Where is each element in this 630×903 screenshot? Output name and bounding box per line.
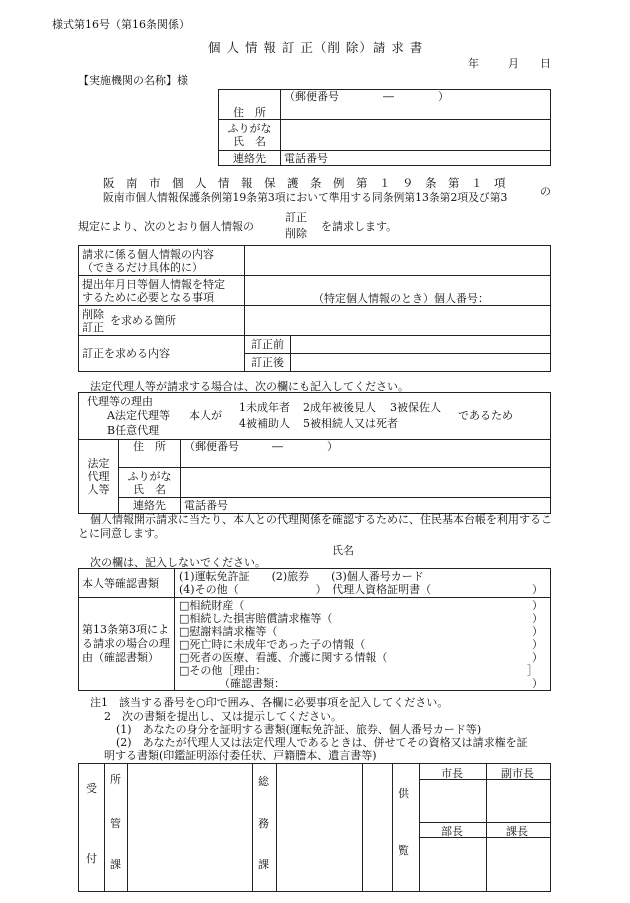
stamp-sho: 所 bbox=[110, 773, 121, 786]
date-month: 月 bbox=[508, 57, 519, 70]
reason-chk3[interactable]: □慰謝料請求権等（ bbox=[179, 625, 278, 638]
recipient: 【実施機関の名称】様 bbox=[78, 74, 188, 87]
agent-opt1[interactable]: 1未成年者 bbox=[239, 401, 290, 414]
reason-chk6[interactable]: □その他［理由： bbox=[179, 664, 267, 677]
reason-close7: ） bbox=[532, 677, 543, 690]
correction-content-label: 訂正を求める内容 bbox=[79, 336, 245, 372]
agent-reason-title: 代理等の理由 bbox=[87, 395, 153, 408]
reason-chk1[interactable]: □相続財産（ bbox=[179, 599, 245, 612]
stamp-ran: 覧 bbox=[398, 844, 409, 857]
id-doc-cell bbox=[175, 569, 551, 598]
agent-furigana-name-label bbox=[119, 468, 181, 498]
reason-close2: ） bbox=[532, 612, 543, 625]
reason-chk2[interactable]: □相続した損害賠償請求権等（ bbox=[179, 612, 333, 625]
agent-honnin: 本人が bbox=[189, 409, 222, 422]
content-field[interactable] bbox=[245, 246, 551, 276]
furigana-name-label bbox=[219, 120, 281, 151]
agent-contact-label: 連絡先 bbox=[119, 498, 181, 514]
request-table bbox=[78, 245, 551, 372]
after-label: 訂正後 bbox=[245, 354, 291, 372]
stamp-ka2: 課 bbox=[258, 858, 269, 871]
stamp-section-head: 課長 bbox=[506, 825, 528, 838]
delete-option[interactable]: 削除 bbox=[285, 227, 307, 240]
agent-name-label: 氏 名 bbox=[133, 482, 166, 496]
name-field[interactable] bbox=[281, 120, 551, 151]
office-table bbox=[78, 568, 551, 691]
reason-close4: ） bbox=[532, 638, 543, 651]
agent-reason-cell bbox=[79, 393, 551, 440]
before-field[interactable] bbox=[291, 336, 551, 354]
agent-table bbox=[78, 392, 551, 514]
stamp-vice-mayor: 副市長 bbox=[501, 767, 534, 780]
identify-field[interactable]: （特定個人情報のとき）個人番号： bbox=[245, 276, 551, 306]
note-2-2b: 明する書類(印鑑証明添付委任状、戸籍謄本、遺言書等) bbox=[104, 749, 377, 762]
location-field[interactable] bbox=[245, 306, 551, 336]
identify-label: 提出年月日等個人情報を特定 するために必要となる事項 bbox=[79, 276, 245, 306]
reason-close5: ） bbox=[532, 651, 543, 664]
agent-name-field[interactable] bbox=[181, 468, 551, 498]
note-2-1: (1) あなたの身分を証明する書類(運転免許証、旅券、個人番号カード等) bbox=[116, 723, 482, 736]
stamp-ka1: 課 bbox=[110, 858, 121, 871]
statement-line3-post: を請求します。 bbox=[321, 220, 398, 233]
stamp-kyo: 供 bbox=[398, 787, 409, 800]
stamp-mu: 務 bbox=[258, 817, 269, 830]
reason-cell bbox=[175, 598, 551, 691]
stamp-area bbox=[78, 763, 551, 892]
reason-chk4[interactable]: □死亡時に未成年であった子の情報（ bbox=[179, 638, 366, 651]
stamp-mayor: 市長 bbox=[441, 767, 463, 780]
id-doc-label: 本人等確認書類 bbox=[79, 569, 175, 598]
agent-opt2[interactable]: 2成年被後見人 bbox=[303, 401, 376, 414]
stamp-uke: 受 bbox=[86, 782, 97, 795]
delete-word: 削除 bbox=[82, 307, 104, 321]
agent-opt4[interactable]: 4被補助人 bbox=[239, 417, 290, 430]
id-doc-line1[interactable]: (1)運転免許証 (2)旅券 (3)個人番号カード bbox=[179, 570, 424, 583]
consent-text: 個人情報開示請求に当たり、本人との代理関係を確認するために、住民基本台帳を利用することに同意します。 bbox=[78, 513, 552, 540]
reason-close1: ） bbox=[532, 599, 543, 612]
reason-close6: ］ bbox=[527, 664, 538, 677]
location-suffix: を求める箇所 bbox=[110, 314, 176, 327]
reason-chk5[interactable]: □死者の医療、看護、介護に関する情報（ bbox=[179, 651, 388, 664]
agent-opt5[interactable]: 5被相続人又は死者 bbox=[303, 417, 398, 430]
consent-name-label: 氏名 bbox=[332, 544, 354, 557]
note-2-2a: (2) あなたが代理人又は法定代理人であるときは、併せてその資格又は請求権を証 bbox=[116, 736, 528, 749]
content-label: 請求に係る個人情報の内容 （できるだけ具体的に） bbox=[79, 246, 245, 276]
location-label bbox=[79, 306, 245, 336]
before-label: 訂正前 bbox=[245, 336, 291, 354]
furigana-label: ふりがな bbox=[227, 122, 272, 135]
agent-contact-field[interactable]: 電話番号 bbox=[181, 498, 551, 514]
date-year: 年 bbox=[468, 57, 479, 70]
form-number: 様式第16号（第16条関係） bbox=[52, 18, 190, 31]
correct-option[interactable]: 訂正 bbox=[285, 211, 307, 224]
after-field[interactable] bbox=[291, 354, 551, 372]
applicant-table bbox=[218, 89, 551, 166]
contact-label: 連絡先 bbox=[219, 151, 281, 166]
reason-chk7[interactable]: （確認書類： bbox=[219, 677, 285, 690]
note-2: 2 次の書類を提出し、又は提示してください。 bbox=[104, 710, 342, 723]
statement-suffix: の bbox=[540, 185, 551, 198]
address-label: 住 所 bbox=[219, 90, 281, 120]
stamp-kan: 管 bbox=[110, 817, 121, 830]
note-1: 注1 該当する番号を○印で囲み、各欄に必要事項を記入してください。 bbox=[90, 696, 449, 709]
correct-word: 訂正 bbox=[82, 320, 104, 334]
agent-option-b[interactable]: B任意代理 bbox=[107, 424, 160, 437]
office-note: 次の欄は、記入しないでください。 bbox=[90, 556, 266, 569]
name-label: 氏 名 bbox=[233, 135, 266, 148]
page-title: 個 人 情 報 訂 正（削 除）請 求 書 bbox=[208, 40, 424, 55]
stamp-dept-head: 部長 bbox=[441, 825, 463, 838]
reason-close3: ） bbox=[532, 625, 543, 638]
agent-furigana-label: ふりがな bbox=[127, 469, 172, 483]
id-doc-line2[interactable]: (4)その他（ ） 代理人資格証明書（ bbox=[179, 583, 432, 596]
agent-option-a[interactable]: A法定代理等 bbox=[107, 409, 170, 422]
stamp-tsuke: 付 bbox=[86, 852, 97, 865]
date-day: 日 bbox=[540, 57, 551, 70]
agent-address-label: 住 所 bbox=[119, 440, 181, 468]
agent-side-label: 法定 代理 人等 bbox=[79, 440, 119, 514]
statement-line3-pre: 規定により、次のとおり個人情報の bbox=[78, 220, 254, 233]
agent-opt3[interactable]: 3被保佐人 bbox=[390, 401, 441, 414]
address-field[interactable]: （郵便番号 ― ） bbox=[281, 90, 551, 120]
agent-tame: であるため bbox=[458, 409, 513, 422]
statement-line1: 阪 南 市 個 人 情 報 保 護 条 例 第 １ ９ 条 第 １ 項 bbox=[103, 176, 506, 190]
statement-line2: 阪南市個人情報保護条例第19条第3項において準用する同条例第13条第2項及び第3 bbox=[103, 191, 508, 204]
agent-note: 法定代理人等が請求する場合は、次の欄にも記入してください。 bbox=[90, 380, 409, 393]
agent-address-field[interactable]: （郵便番号 ― ） bbox=[181, 440, 551, 468]
contact-field[interactable]: 電話番号 bbox=[281, 151, 551, 166]
id-doc-close: ） bbox=[532, 583, 543, 596]
reason-label: 第13条第3項による請求の場合の理由（確認書類） bbox=[79, 598, 175, 691]
stamp-so: 総 bbox=[258, 775, 269, 788]
